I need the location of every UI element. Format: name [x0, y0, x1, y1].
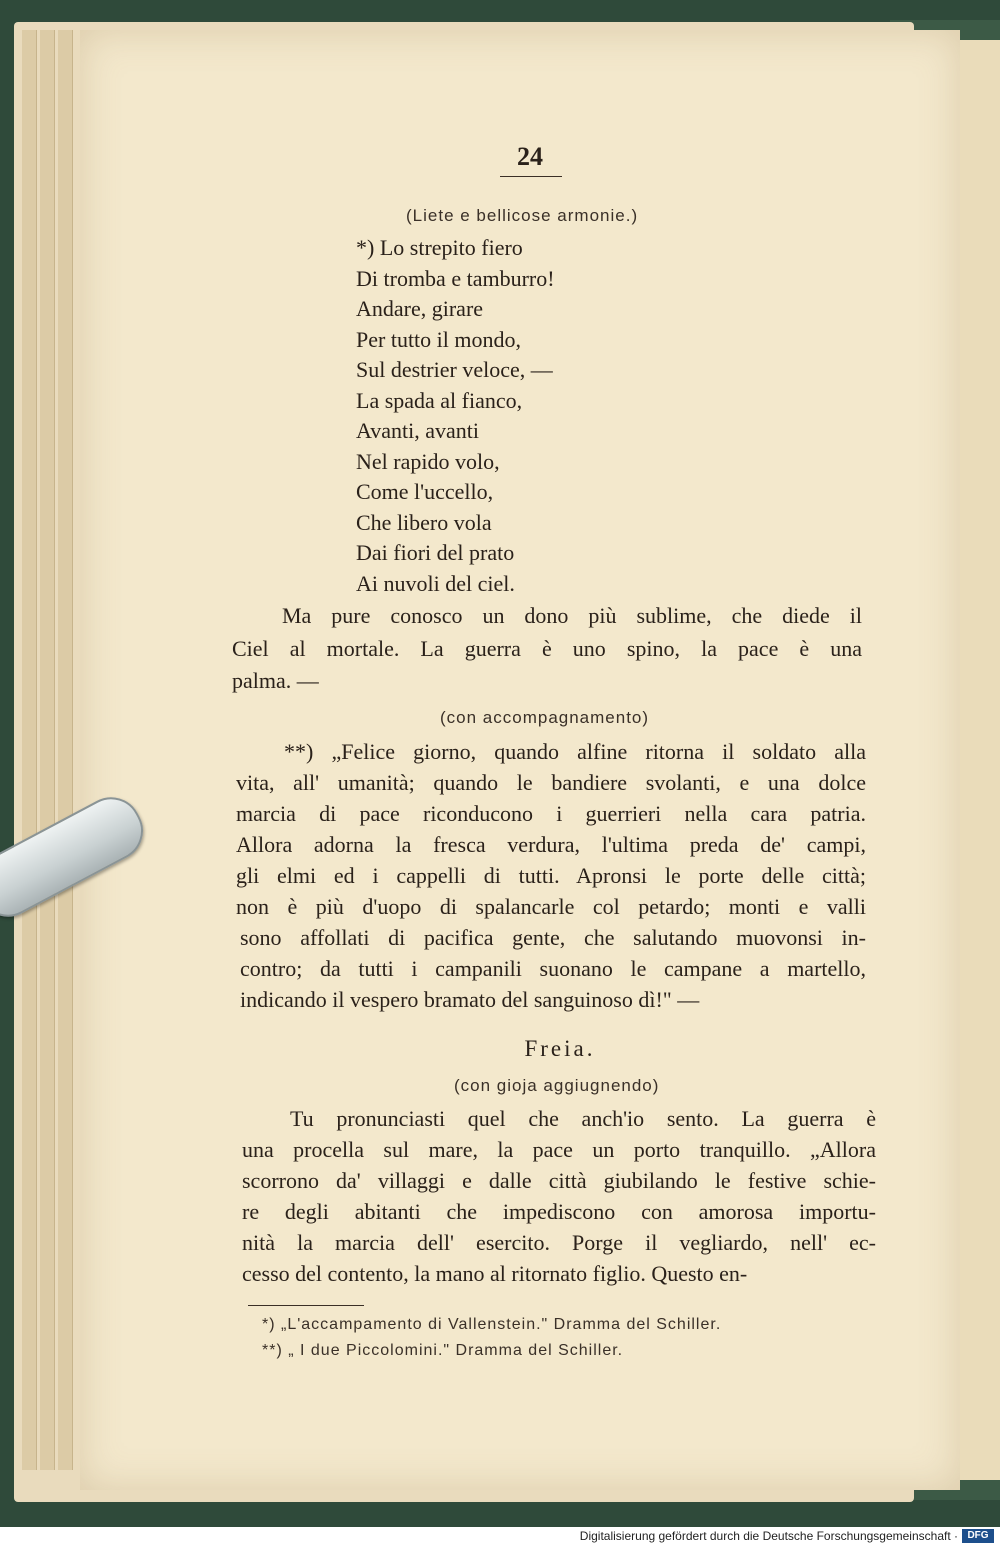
prose-line: nità la marcia dell' esercito. Porge il vegliardo, nell' ec- [242, 1230, 876, 1255]
verse-line: Sul destrier veloce, — [356, 357, 553, 382]
prose-line: Ciel al mortale. La guerra è uno spino, la pace è una [232, 636, 862, 661]
verse-line: Avanti, avanti [356, 418, 479, 443]
dfg-logo-icon: DFG [962, 1529, 994, 1543]
prose-line: re degli abitanti che impediscono con amorosa importu- [242, 1199, 876, 1224]
page-number: 24 [517, 142, 543, 171]
credit-text: Digitalisierung gefördert durch die Deutsche Forschungsgemeinschaft · [579, 1529, 958, 1543]
verse-line: Come l'uccello, [356, 479, 494, 504]
prose-line: scorrono da' villaggi e dalle città giubilando le festive schie- [242, 1168, 876, 1193]
prose-line: **) „Felice giorno, quando alfine ritorna il soldato alla [284, 739, 866, 764]
prose-line: Allora adorna la fresca verdura, l'ultima preda de' campi, [236, 832, 866, 857]
verse-block [356, 233, 676, 599]
verse-line: Ai nuvoli del ciel. [356, 570, 515, 596]
prose-line: vita, all' umanità; quando le bandiere svolanti, e una dolce [236, 770, 866, 795]
verse-line: Per tutto il mondo, [356, 326, 521, 352]
footnote-rule [248, 1305, 364, 1306]
footnote: **) „ I due Piccolomini." Dramma del Schiller. [262, 1342, 624, 1359]
verse-line: La spada al fianco, [356, 387, 523, 413]
verse-line: Nel rapido volo, [356, 448, 500, 474]
verse-line: Di tromba e tamburro! [356, 265, 555, 291]
prose-line: palma. — [232, 668, 319, 693]
prose-line: cesso del contento, la mano al ritornato figlio. Questo en- [242, 1261, 748, 1286]
page-edge-strip [40, 30, 55, 1470]
speaker-name: Freia. [524, 1036, 596, 1061]
footnote: *) „L'accampamento di Vallenstein." Dramma del Schiller. [262, 1316, 722, 1333]
stage-direction: (Liete e bellicose armonie.) [406, 206, 639, 225]
prose-line: gli elmi ed i cappelli di tutti. Apronsi le porte delle città; [236, 863, 866, 888]
prose-line: sono affollati di pacifica gente, che salutando muovonsi in- [240, 925, 866, 950]
prose-line: Ma pure conosco un dono più sublime, che diede il [282, 603, 862, 628]
verse-line: Dai fiori del prato [356, 540, 515, 565]
credit-bar [0, 1527, 1000, 1547]
stage-direction: (con accompagnamento) [440, 708, 650, 727]
verse-line: Andare, girare [356, 296, 484, 321]
prose-line: una procella sul mare, la pace un porto tranquillo. „Allora [242, 1137, 876, 1162]
stage-direction: (con gioja aggiugnendo) [454, 1076, 660, 1095]
prose-line: indicando il vespero bramato del sanguinoso dì!" — [240, 987, 700, 1012]
prose-line: marcia di pace riconducono i guerrieri nella cara patria. [236, 801, 866, 826]
page-edge-strip [22, 30, 37, 1470]
prose-line: contro; da tutti i campanili suonano le campane a martello, [240, 956, 866, 981]
page-number-rule [500, 176, 562, 177]
verse-line: *) Lo strepito fiero [356, 235, 523, 260]
prose-line: Tu pronunciasti quel che anch'io sento. La guerra è [290, 1106, 876, 1131]
adjacent-page [955, 40, 1000, 1480]
verse-line: Che libero vola [356, 509, 492, 535]
page-edge-strip [58, 30, 73, 1470]
prose-line: non è più d'uopo di spalancarle col petardo; monti e valli [236, 894, 866, 919]
